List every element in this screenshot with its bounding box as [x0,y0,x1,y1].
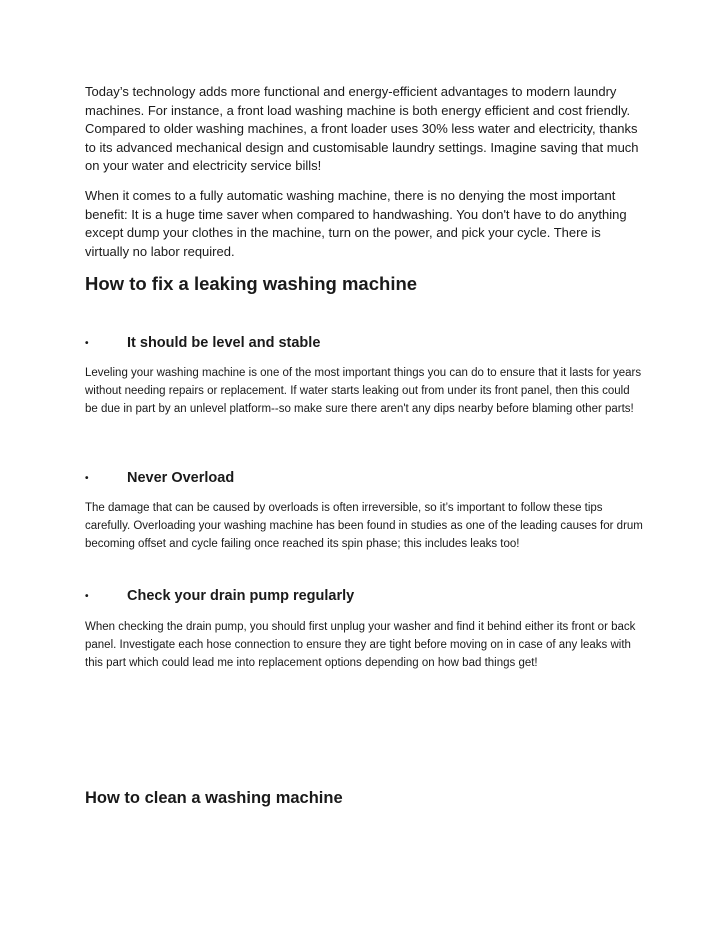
bullet-marker: • [85,472,89,484]
bullet-title: Never Overload [127,470,235,486]
bullet-item-level [85,335,320,351]
bullet-body-level: Leveling your washing machine is one of the most important things you can do to ensure that it lasts for years without needing repairs or replacement. If water starts leaking out from under its front panel, then this could be due in part by an unlevel platform--so make sure there aren't any dips nearby before blaming other parts! [85,367,642,415]
bullet-title: It should be level and stable [127,335,321,351]
section-heading-fix: How to fix a leaking washing machine [85,273,418,294]
intro-paragraph-1: Today’s technology adds more functional and energy-efficient advantages to modern laundry machines. For instance, a front load washing machine is both energy efficient and cost friendly. Compared to older washing machines, a front loader uses 30% less water and electricity, thanks to its advanced mechanical design and customisable laundry settings. Imagine saving that much on your water and electricity service bills! [85,84,639,174]
bullet-title: Check your drain pump regularly [127,588,355,604]
bullet-marker: • [85,337,89,349]
bullet-marker: • [85,590,89,602]
bullet-body-overload: The damage that can be caused by overloads is often irreversible, so it’s important to follow these tips carefully. Overloading your washing machine has been found in studies as one of the leading causes for drum becoming offset and cycle failing once reached its spin phase; this includes leaks too! [85,502,643,550]
bullet-body-drain-pump: When checking the drain pump, you should first unplug your washer and find it behind either its front or back panel. Investigate each hose connection to ensure they are tight before moving on in case of any leaks with this part which could lead me into replacement options depending on how bad things get! [85,621,636,669]
intro-paragraph-2: When it comes to a fully automatic washing machine, there is no denying the most important benefit: It is a huge time saver when compared to handwashing. You don't have to do anything except dump your clothes in the machine, turn on the power, and pick your cycle. There is virtually no labor required. [85,188,627,259]
bullet-item-drain-pump [85,588,354,604]
bullet-item-overload [85,470,234,486]
section-heading-clean: How to clean a washing machine [85,789,343,807]
